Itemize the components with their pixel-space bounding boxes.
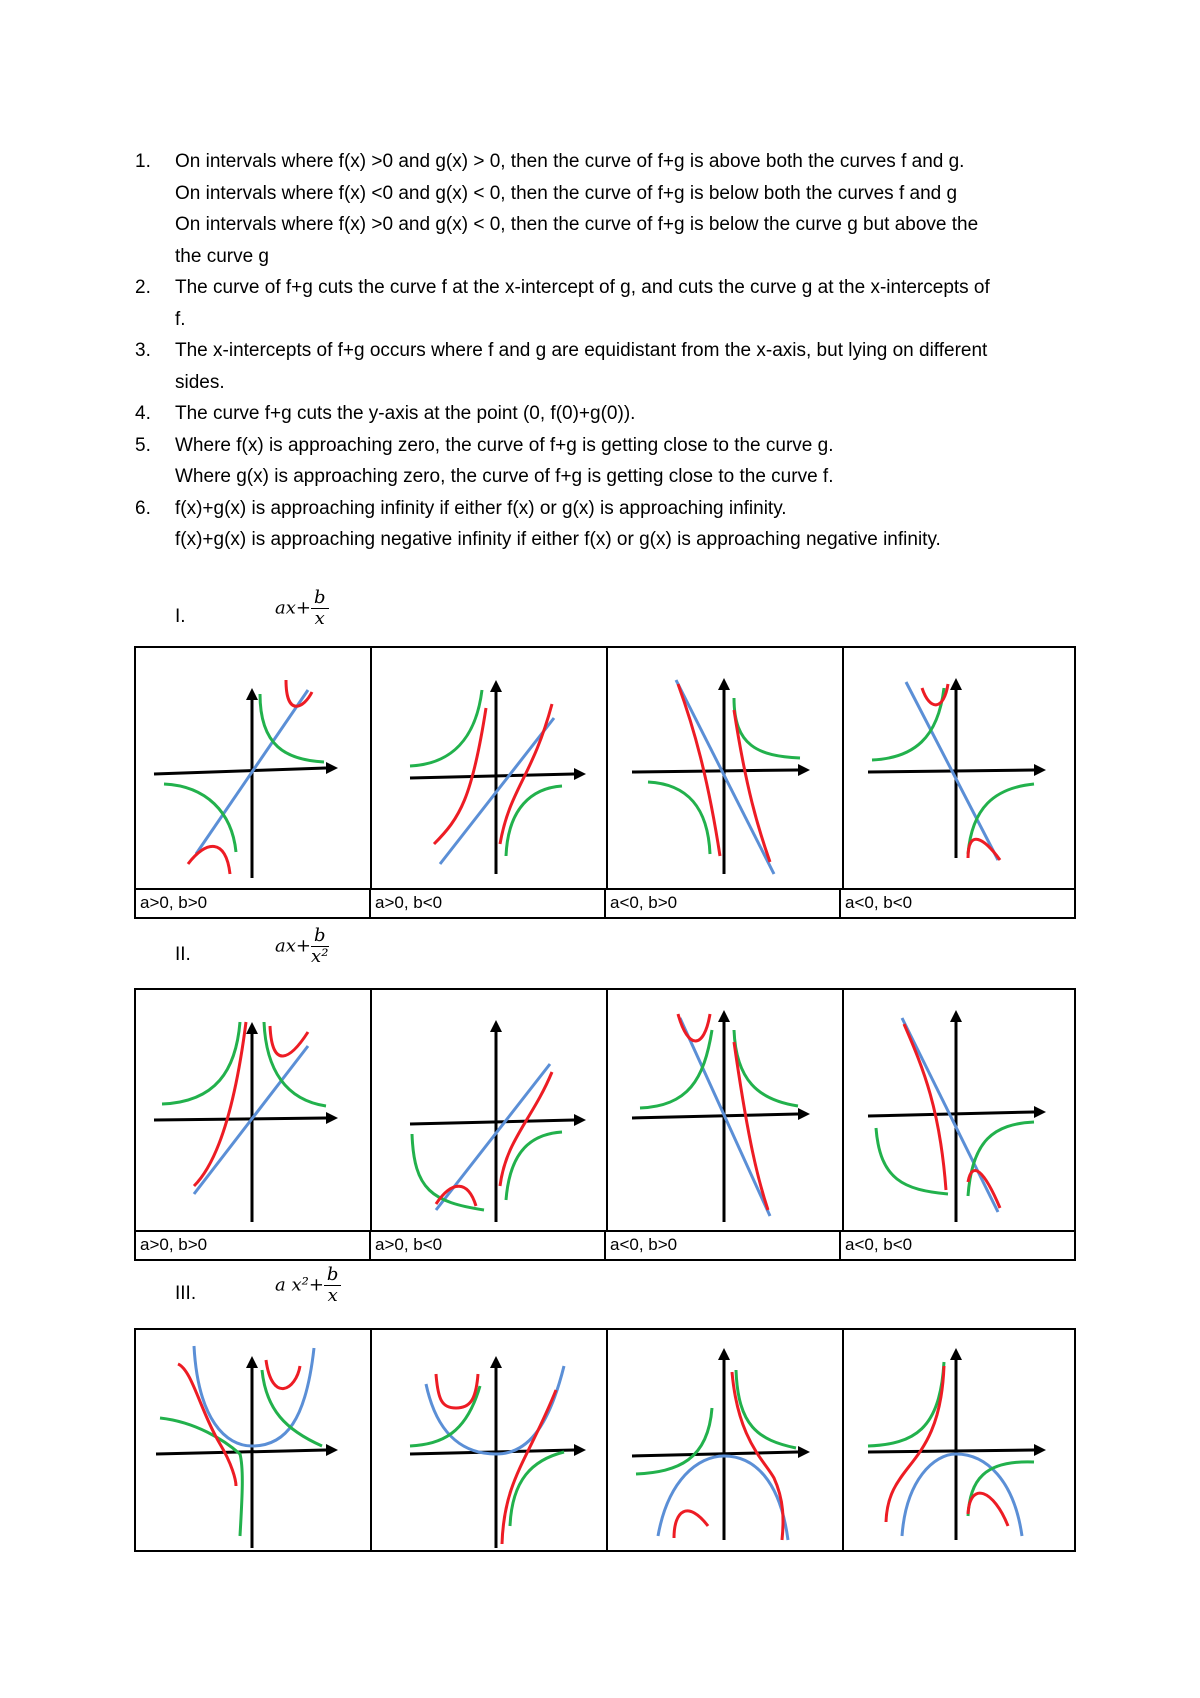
formula-lead: a x²+ <box>275 1274 324 1296</box>
formula-lead: ax+ <box>275 935 311 957</box>
note-1 <box>135 146 1095 272</box>
note-number: 1. <box>135 151 151 172</box>
note-line: The curve f+g cuts the y-axis at the point (0, f(0)+g(0)). <box>175 403 636 424</box>
graph-table-3 <box>134 1328 1076 1552</box>
note-line: Where g(x) is approaching zero, the curve of f+g is getting close to the curve f. <box>175 466 834 487</box>
graph-cell <box>372 990 608 1230</box>
formula-lead: ax+ <box>275 597 311 619</box>
graph-cell <box>844 1330 1078 1550</box>
graph-cell <box>136 648 372 888</box>
graph-cell <box>372 648 608 888</box>
graph-2c <box>608 990 842 1228</box>
note-line: f(x)+g(x) is approaching infinity if either f(x) or g(x) is approaching infinity. <box>175 497 787 519</box>
graph-3d <box>844 1330 1078 1548</box>
formula-denominator: x <box>327 1285 338 1306</box>
note-line: Where f(x) is approaching zero, the curve of f+g is getting close to the curve g. <box>175 434 834 456</box>
formula-fraction <box>311 926 329 967</box>
graph-table-1 <box>134 646 1076 919</box>
graph-cell <box>608 990 844 1230</box>
graph-cell <box>136 1330 372 1550</box>
case-label: a<0, b>0 <box>606 890 841 917</box>
formula-fraction <box>311 588 329 629</box>
section-roman: III. <box>175 1283 197 1304</box>
graph-2a <box>136 990 370 1228</box>
note-2 <box>135 272 1095 335</box>
case-label: a>0, b<0 <box>371 890 606 917</box>
graph-cell <box>844 990 1078 1230</box>
note-5 <box>135 430 1095 493</box>
graph-2d <box>844 990 1078 1228</box>
note-number: 4. <box>135 403 151 424</box>
graph-cell <box>844 648 1078 888</box>
note-number: 5. <box>135 434 151 456</box>
graph-cell <box>608 1330 844 1550</box>
note-3 <box>135 335 1095 398</box>
case-label: a>0, b>0 <box>136 890 371 917</box>
note-6 <box>135 493 1095 556</box>
section-heading-2 <box>175 926 575 986</box>
graph-1a <box>136 648 370 886</box>
note-line: On intervals where f(x) >0 and g(x) > 0, then the curve of f+g is above both the curves f and g. <box>175 151 965 172</box>
case-label: a>0, b>0 <box>136 1232 371 1259</box>
graph-table-2 <box>134 988 1076 1261</box>
note-line: the curve g <box>175 245 269 267</box>
graph-2b <box>372 990 606 1228</box>
case-label: a<0, b>0 <box>606 1232 841 1259</box>
graph-1d <box>844 648 1078 886</box>
note-line: f(x)+g(x) is approaching negative infinity if either f(x) or g(x) is approaching negative infinity. <box>175 529 941 550</box>
note-number: 6. <box>135 497 151 519</box>
note-line: f. <box>175 308 186 330</box>
formula-denominator: x <box>314 608 325 629</box>
graph-1b <box>372 648 606 886</box>
graph-cell <box>608 648 844 888</box>
case-label: a<0, b<0 <box>845 1235 913 1254</box>
section-formula <box>275 926 329 967</box>
graph-3a <box>136 1330 370 1548</box>
note-number: 3. <box>135 340 151 361</box>
graph-3b <box>372 1330 606 1548</box>
section-roman: II. <box>175 944 191 965</box>
section-formula <box>275 1265 341 1306</box>
section-heading-3 <box>175 1265 575 1325</box>
formula-numerator: b <box>311 926 329 947</box>
note-line: sides. <box>175 371 225 393</box>
formula-fraction <box>324 1265 342 1306</box>
notes-list <box>135 146 1095 556</box>
graph-cell <box>372 1330 608 1550</box>
formula-numerator: b <box>311 588 329 609</box>
graph-cell <box>136 990 372 1230</box>
section-roman: I. <box>175 606 186 627</box>
note-number: 2. <box>135 277 151 298</box>
note-line: The curve of f+g cuts the curve f at the x-intercept of g, and cuts the curve g at the x-intercepts of <box>175 277 990 298</box>
section-formula <box>275 588 329 629</box>
note-line: The x-intercepts of f+g occurs where f and g are equidistant from the x-axis, but lying on different <box>175 340 988 361</box>
formula-denominator: x² <box>311 946 329 967</box>
graph-3c <box>608 1330 842 1548</box>
graph-1c <box>608 648 842 886</box>
case-label: a<0, b<0 <box>845 893 913 912</box>
case-label: a>0, b<0 <box>371 1232 606 1259</box>
formula-numerator: b <box>324 1265 342 1286</box>
note-4 <box>135 398 1095 430</box>
section-heading-1 <box>175 588 575 648</box>
note-line: On intervals where f(x) <0 and g(x) < 0, then the curve of f+g is below both the curves f and g <box>175 182 958 204</box>
note-line: On intervals where f(x) >0 and g(x) < 0, then the curve of f+g is below the curve g but above the <box>175 214 979 235</box>
